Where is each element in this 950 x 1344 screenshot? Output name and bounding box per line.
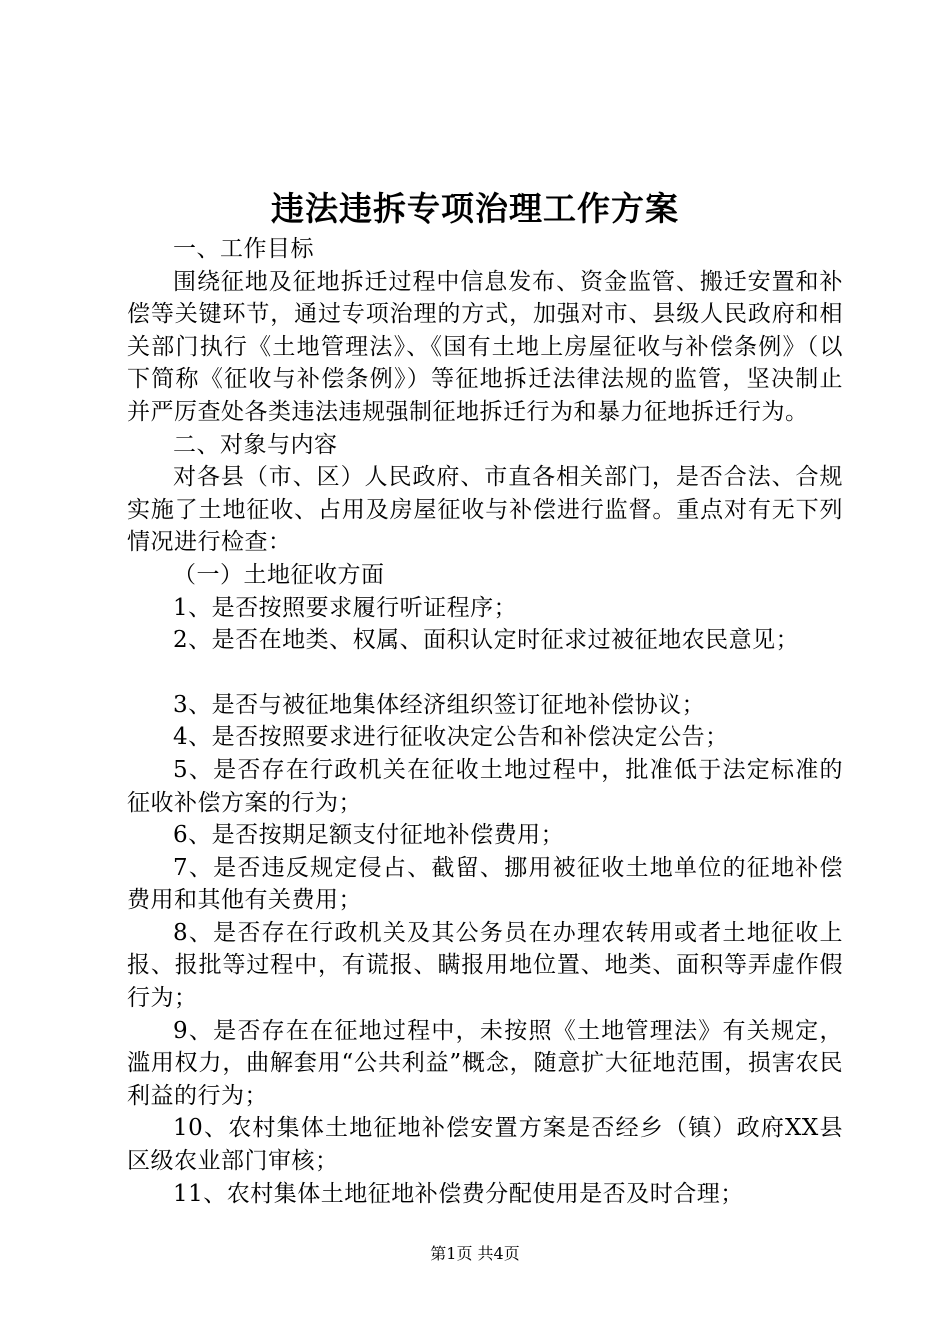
- paragraph-scope: 对各县（市、区）人民政府、市直各相关部门，是否合法、合规实施了土地征收、占用及房屋征收与补偿进行监督。重点对有无下列情况进行检查：: [127, 464, 843, 556]
- list-item: 9、是否存在在征地过程中，未按照《土地管理法》有关规定，滥用权力，曲解套用“公共利益”概念，随意扩大征地范围，损害农民利益的行为；: [127, 1017, 843, 1109]
- section-heading-goals: 一、工作目标: [173, 236, 314, 262]
- paragraph-goals: 围绕征地及征地拆迁过程中信息发布、资金监管、搬迁安置和补偿等关键环节，通过专项治理的方式，加强对市、县级人民政府和相关部门执行《土地管理法》、《国有土地上房屋征收与补偿条例》（以下简称《征收与补偿条例》）等征地拆迁法律法规的监管，坚决制止并严厉查处各类违法违规强制征地拆迁行为和暴力征地拆迁行为。: [127, 268, 843, 425]
- list-item: 6、是否按期足额支付征地补偿费用；: [173, 822, 565, 849]
- page-footer: 第1页 共4页: [430, 1244, 520, 1263]
- list-item: 11、农村集体土地征地补偿费分配使用是否及时合理；: [173, 1180, 744, 1207]
- list-item: 10、农村集体土地征地补偿安置方案是否经乡（镇）政府XX县区级农业部门审核；: [127, 1115, 843, 1175]
- list-item: 8、是否存在行政机关及其公务员在办理农转用或者土地征收上报、报批等过程中，有谎报、瞒报用地位置、地类、面积等弄虚作假行为；: [127, 919, 843, 1012]
- list-item: 2、是否在地类、权属、面积认定时征求过被征地农民意见；: [173, 627, 800, 654]
- document-title: 违法违拆专项治理工作方案: [271, 189, 679, 228]
- list-item: 7、是否违反规定侵占、截留、挪用被征收土地单位的征地补偿费用和其他有关费用；: [127, 854, 843, 914]
- subsection-heading-land: （一）土地征收方面: [173, 561, 385, 588]
- list-item: 1、是否按照要求履行听证程序；: [173, 594, 518, 621]
- list-item: 5、是否存在行政机关在征收土地过程中，批准低于法定标准的征收补偿方案的行为；: [127, 756, 843, 816]
- section-heading-scope: 二、对象与内容: [173, 431, 338, 458]
- list-item: 3、是否与被征地集体经济组织签订征地补偿协议；: [173, 691, 706, 718]
- list-item: 4、是否按照要求进行征收决定公告和补偿决定公告；: [173, 724, 729, 751]
- document-body: [127, 233, 843, 1210]
